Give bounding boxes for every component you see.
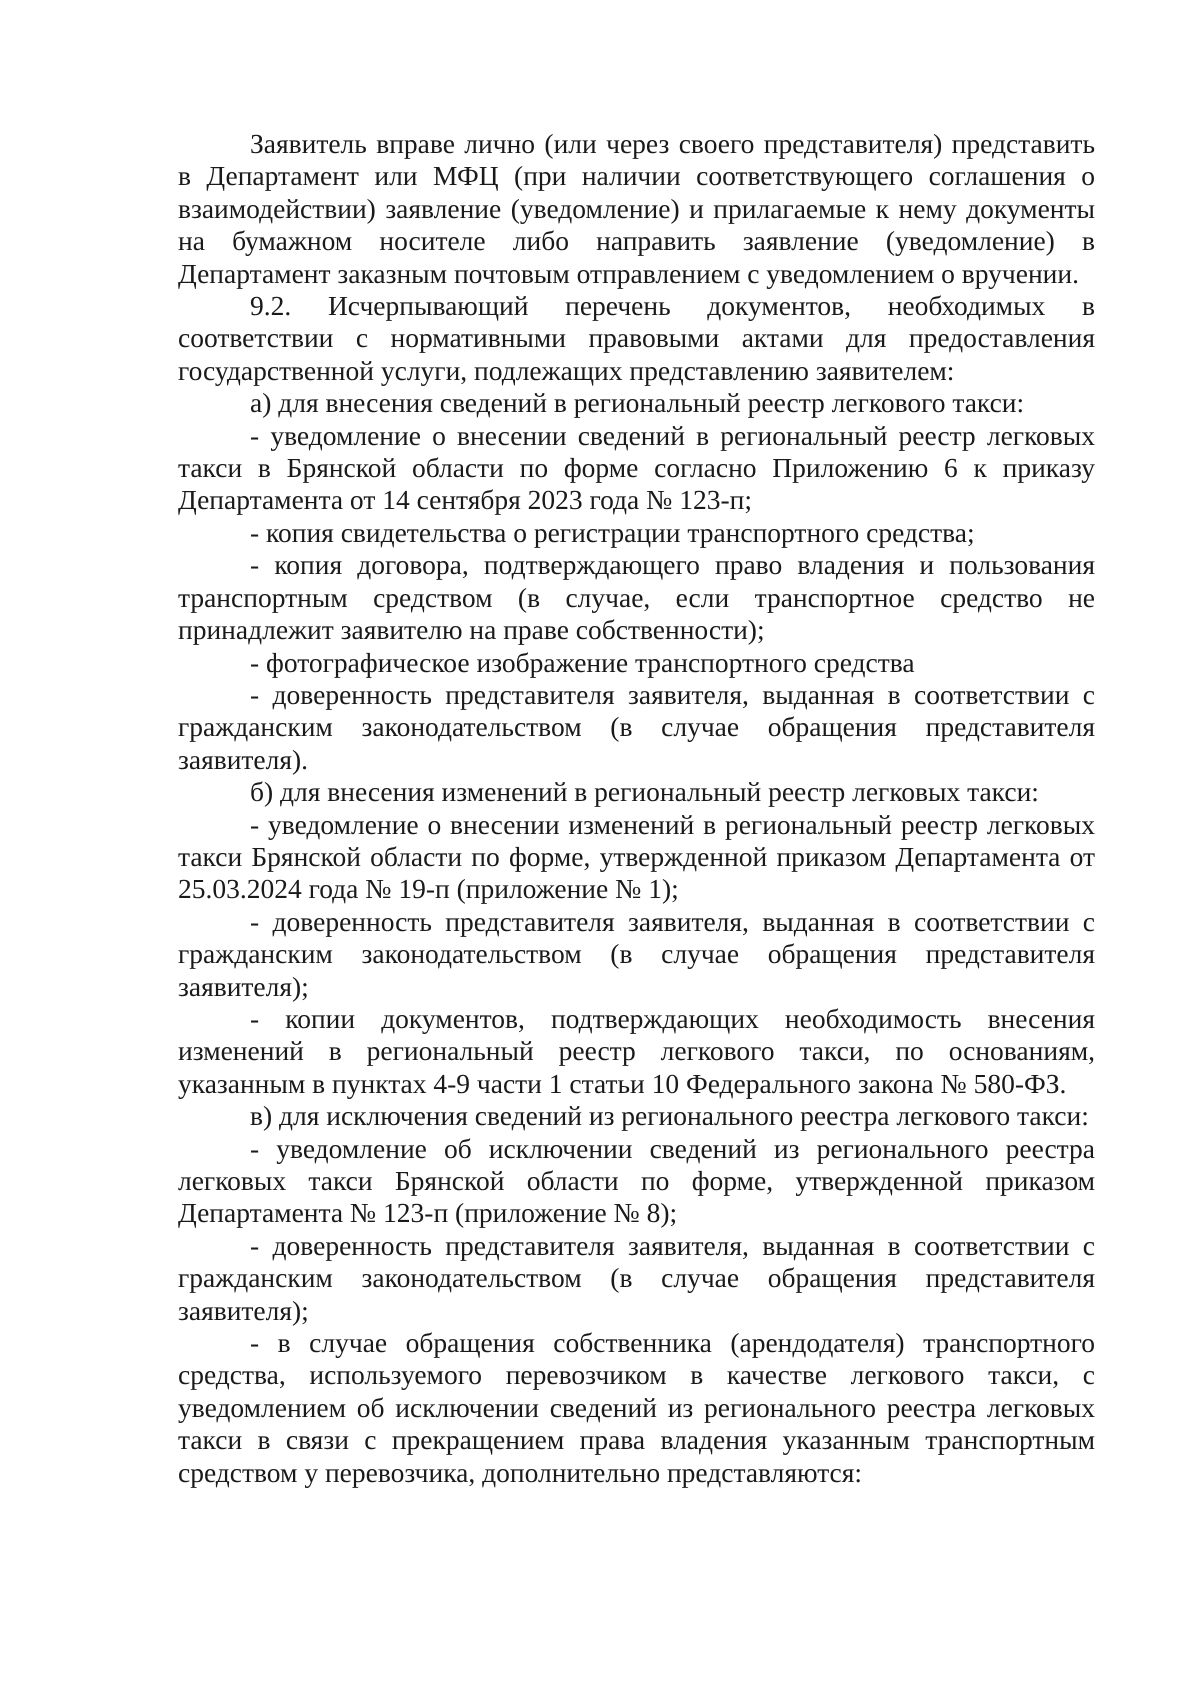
list-item: - доверенность представителя заявителя, выданная в соответствии с гражданским законодательством (в случае обращения представителя заявителя); [178,1229,1095,1326]
list-item: - доверенность представителя заявителя, выданная в соответствии с гражданским законодательством (в случае обращения представителя заявителя); [178,905,1095,1002]
list-item: - копия договора, подтверждающего право владения и пользования транспортным средством (в случае, если транспортное средство не принадлежит заявителю на праве собственности); [178,549,1095,646]
list-item: - в случае обращения собственника (арендодателя) транспортного средства, используемого перевозчиком в качестве легкового такси, с уведомлением об исключении сведений из регионального реестра легковых такси в связи с прекращением права владения указанным транспортным средством у перевозчика, дополнительно представляются: [178,1327,1095,1488]
paragraph-item-v: в) для исключения сведений из регионального реестра легкового такси: [250,1100,1089,1132]
document-body [178,128,1095,1489]
paragraph-item-a: а) для внесения сведений в региональный реестр легкового такси: [250,387,1025,419]
list-item: - фотографическое изображение транспортного средства [250,646,915,678]
list-item: - копия свидетельства о регистрации транспортного средства; [250,516,975,548]
paragraph-item-b: б) для внесения изменений в региональный реестр легковых такси: [250,776,1039,808]
paragraph-applicant-submission: Заявитель вправе лично (или через своего представителя) представить в Департамент или МФЦ (при наличии соответствующего соглашения о взаимодействии) заявление (уведомление) и прилагаемые к нему документы на бумажном носителе либо направить заявление (уведомление) в Департамент заказным почтовым отправлением с уведомлением о вручении. [178,128,1095,289]
list-item: - копии документов, подтверждающих необходимость внесения изменений в региональный реестр легкового такси, по основаниям, указанным в пунктах 4-9 части 1 статьи 10 Федерального закона № 580-ФЗ. [178,1002,1095,1099]
list-item: - уведомление о внесении изменений в региональный реестр легковых такси Брянской области по форме, утвержденной приказом Департамента от 25.03.2024 года № 19-п (приложение № 1); [178,808,1095,905]
list-item: - уведомление о внесении сведений в региональный реестр легковых такси в Брянской области по форме согласно Приложению 6 к приказу Департамента от 14 сентября 2023 года № 123-п; [178,419,1095,516]
list-item: - доверенность представителя заявителя, выданная в соответствии с гражданским законодательством (в случае обращения представителя заявителя). [178,678,1095,775]
paragraph-9-2-heading: 9.2. Исчерпывающий перечень документов, необходимых в соответствии с нормативными правовыми актами для предоставления государственной услуги, подлежащих представлению заявителем: [178,290,1095,386]
list-item: - уведомление об исключении сведений из регионального реестра легковых такси Брянской области по форме, утвержденной приказом Департамента № 123-п (приложение № 8); [178,1132,1095,1229]
